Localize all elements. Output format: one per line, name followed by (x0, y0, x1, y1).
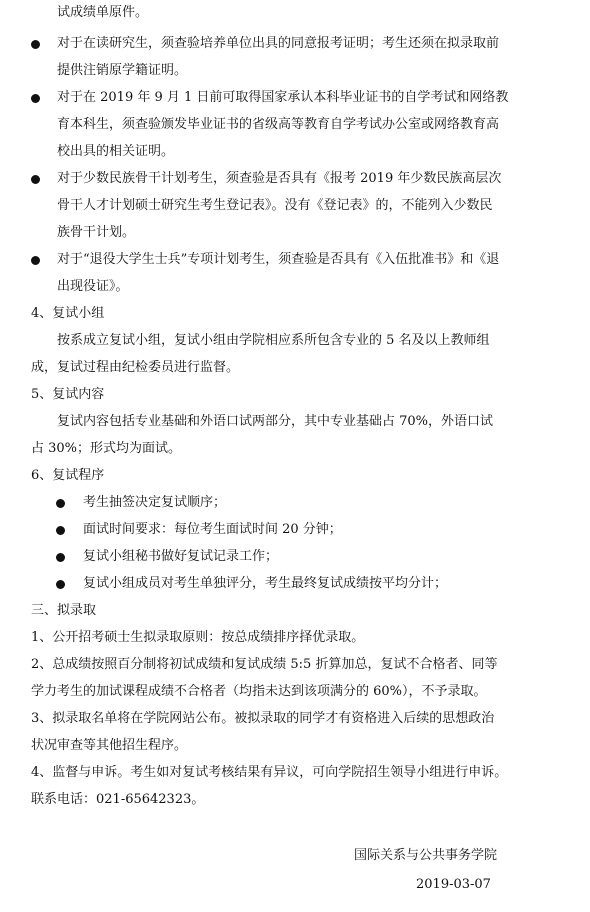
bullet-icon (31, 40, 40, 49)
numbered-item: 1、公开招考硕士生拟录取原则：按总成绩排序择优录取。 (31, 630, 365, 645)
paragraph-line: 复试内容包括专业基础和外语口试两部分，其中专业基础占 70%，外语口试 (57, 414, 494, 429)
bullet-icon (56, 553, 65, 562)
bullet-text: 出现役证》。 (57, 279, 129, 294)
bullet-icon (31, 94, 40, 103)
bullet-icon (31, 256, 40, 265)
section-heading: 6、复试程序 (31, 468, 105, 483)
procedure-item: 复试小组成员对考生单独评分，考生最终复试成绩按平均分计； (83, 576, 448, 591)
numbered-item: 4、监督与申诉。考生如对复试考核结果有异议，可向学院招生领导小组进行申诉。 (31, 765, 508, 780)
contact-line: 联系电话：021-65642323。 (31, 792, 205, 807)
signature-org: 国际关系与公共事务学院 (354, 848, 498, 863)
numbered-item: 状况审查等其他招生程序。 (31, 738, 188, 753)
numbered-item: 2、总成绩按照百分制将初试成绩和复试成绩 5:5 折算加总，复试不合格者、同等 (31, 657, 498, 672)
section-heading: 5、复试内容 (31, 387, 105, 402)
part-heading: 三、拟录取 (31, 603, 97, 618)
bullet-text: 对于在读研究生，须查验培养单位出具的同意报考证明；考生还须在拟录取前 (57, 36, 500, 51)
procedure-item: 考生抽签决定复试顺序； (83, 495, 227, 510)
bullet-text: 对于“退役大学生士兵”专项计划考生，须查验是否具有《入伍批准书》和《退 (57, 252, 500, 267)
section-heading: 4、复试小组 (31, 306, 105, 321)
bullet-text: 校出具的相关证明。 (57, 144, 175, 159)
bullet-icon (56, 499, 65, 508)
paragraph-line: 成，复试过程由纪检委员进行监督。 (31, 360, 240, 375)
signature-date: 2019-03-07 (416, 877, 491, 892)
procedure-item: 复试小组秘书做好复试记录工作； (83, 549, 279, 564)
bullet-text: 对于少数民族骨干计划考生，须查验是否具有《报考 2019 年少数民族高层次 (57, 171, 502, 186)
bullet-icon (56, 580, 65, 589)
bullet-text: 骨干人才计划硕士研究生考生登记表》。没有《登记表》的，不能列入少数民 (57, 198, 493, 213)
bullet-icon (31, 175, 40, 184)
numbered-item: 3、拟录取名单将在学院网站公布。被拟录取的同学才有资格进入后续的思想政治 (31, 711, 495, 726)
bullet-icon (56, 526, 65, 535)
bullet-text: 提供注销原学籍证明。 (57, 63, 188, 78)
continuation-line: 试成绩单原件。 (57, 5, 149, 20)
procedure-item: 面试时间要求：每位考生面试时间 20 分钟； (83, 522, 342, 537)
paragraph-line: 占 30%；形式均为面试。 (31, 441, 182, 456)
bullet-text: 族骨干计划。 (57, 225, 136, 240)
numbered-item: 学力考生的加试课程成绩不合格者（均指未达到该项满分的 60%），不予录取。 (31, 684, 487, 699)
paragraph-line: 按系成立复试小组，复试小组由学院相应系所包含专业的 5 名及以上教师组 (57, 333, 490, 348)
bullet-text: 对于在 2019 年 9 月 1 日前可取得国家承认本科毕业证书的自学考试和网络教 (57, 90, 509, 105)
bullet-text: 育本科生，须查验颁发毕业证书的省级高等教育自学考试办公室或网络教育高 (57, 117, 500, 132)
